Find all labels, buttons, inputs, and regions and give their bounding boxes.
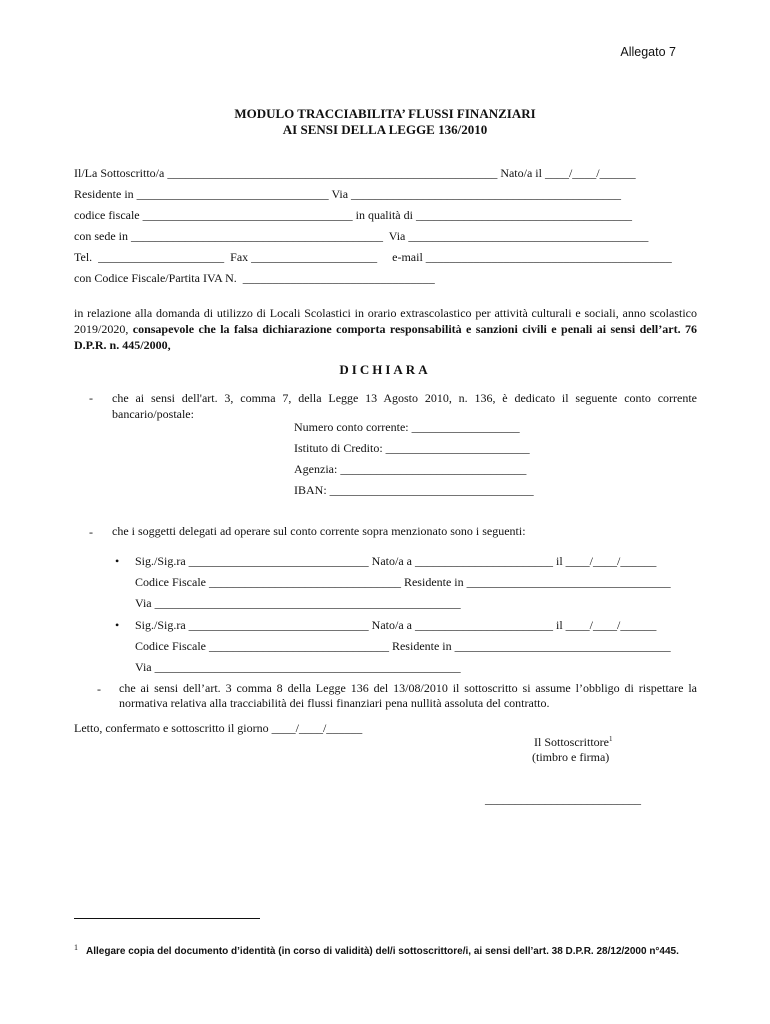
field-line-codice-fiscale: codice fiscale ___________________________________ in qualità di ____________________________________ [74, 208, 632, 222]
section-obbligo-text: che ai sensi dell’art. 3 comma 8 della Legge 136 del 13/08/2010 il sottoscritto si assume l’obbligo di rispettare la normativa relativa alla tracciabilità dei flussi finanziari pena nullità assoluta del contratto. [119, 681, 697, 710]
intro-paragraph [74, 305, 697, 353]
footnote-separator [74, 918, 260, 919]
document-subtitle: AI SENSI DELLA LEGGE 136/2010 [282, 122, 488, 137]
footnote-number: 1 [74, 943, 78, 952]
intro-bold-text: consapevole che la falsa dichiarazione comporta responsabilità e sanzioni civili e penali ai sensi dell’art. 76 D.P.R. n. 445/2000, [74, 322, 697, 352]
section-delegati-text: che i soggetti delegati ad operare sul conto corrente sopra menzionato sono i seguenti: [112, 524, 526, 538]
footnote-text: Allegare copia del documento d’identità (in corso di validità) del/i sottoscrittore/i, ai sensi dell’art. 38 D.P.R. 28/12/2000 n°445. [86, 946, 679, 957]
delegate-1-name-field: Sig./Sig.ra ______________________________ Nato/a a _______________________ il ____/____/______ [135, 554, 657, 568]
delegate-2-codice-field: Codice Fiscale ______________________________ Residente in ____________________________________ [135, 639, 671, 653]
delegate-1-via-field: Via ___________________________________________________ [135, 596, 461, 610]
attachment-label: Allegato 7 [620, 45, 676, 59]
iban-field: IBAN: __________________________________ [294, 483, 534, 497]
document-title: MODULO TRACCIABILITA’ FLUSSI FINANZIARI [234, 106, 536, 121]
footnote [74, 943, 679, 957]
dash-marker: - [89, 391, 93, 405]
agenzia-field: Agenzia: _______________________________ [294, 462, 527, 476]
bullet-marker: • [115, 618, 120, 632]
delegate-2-via-field: Via ___________________________________________________ [135, 660, 461, 674]
dash-marker: - [97, 682, 101, 696]
field-line-partita-iva: con Codice Fiscale/Partita IVA N. ________________________________ [74, 271, 435, 285]
istituto-credito-field: Istituto di Credito: ________________________ [294, 441, 530, 455]
intro-text: in relazione alla domanda di utilizzo di Locali Scolastici in orario extrascolastico per attività culturali e sociali, anno scolastico 2019/2020, [74, 306, 697, 336]
field-line-residente: Residente in ________________________________ Via _____________________________________________ [74, 187, 622, 201]
dichiara-heading: DICHIARA [339, 362, 431, 377]
delegate-2-name-field: Sig./Sig.ra ______________________________ Nato/a a _______________________ il ____/____/______ [135, 618, 657, 632]
field-line-sede: con sede in __________________________________________ Via ________________________________________ [74, 229, 649, 243]
timbro-label: (timbro e firma) [532, 750, 610, 764]
field-line-sottoscritto: Il/La Sottoscritto/a _______________________________________________________ Nato/a il ____/____/______ [74, 166, 636, 180]
sottoscrittore-text: Il Sottoscrittore [534, 735, 609, 749]
dash-marker: - [89, 525, 93, 539]
field-line-contatti: Tel. _____________________ Fax _____________________ e-mail _________________________________________ [74, 250, 672, 264]
bullet-marker: • [115, 554, 120, 568]
section-conto-text: che ai sensi dell'art. 3, comma 7, della Legge 13 Agosto 2010, n. 136, è dedicato il seguente conto corrente bancario/postale: [112, 391, 697, 421]
delegate-1-codice-field: Codice Fiscale ________________________________ Residente in __________________________________ [135, 575, 671, 589]
signature-line: __________________________ [485, 792, 641, 806]
sottoscrittore-label [534, 735, 613, 750]
letto-confermato-line: Letto, confermato e sottoscritto il giorno ____/____/______ [74, 721, 363, 735]
conto-corrente-field: Numero conto corrente: __________________ [294, 420, 520, 434]
footnote-ref: 1 [609, 735, 613, 743]
